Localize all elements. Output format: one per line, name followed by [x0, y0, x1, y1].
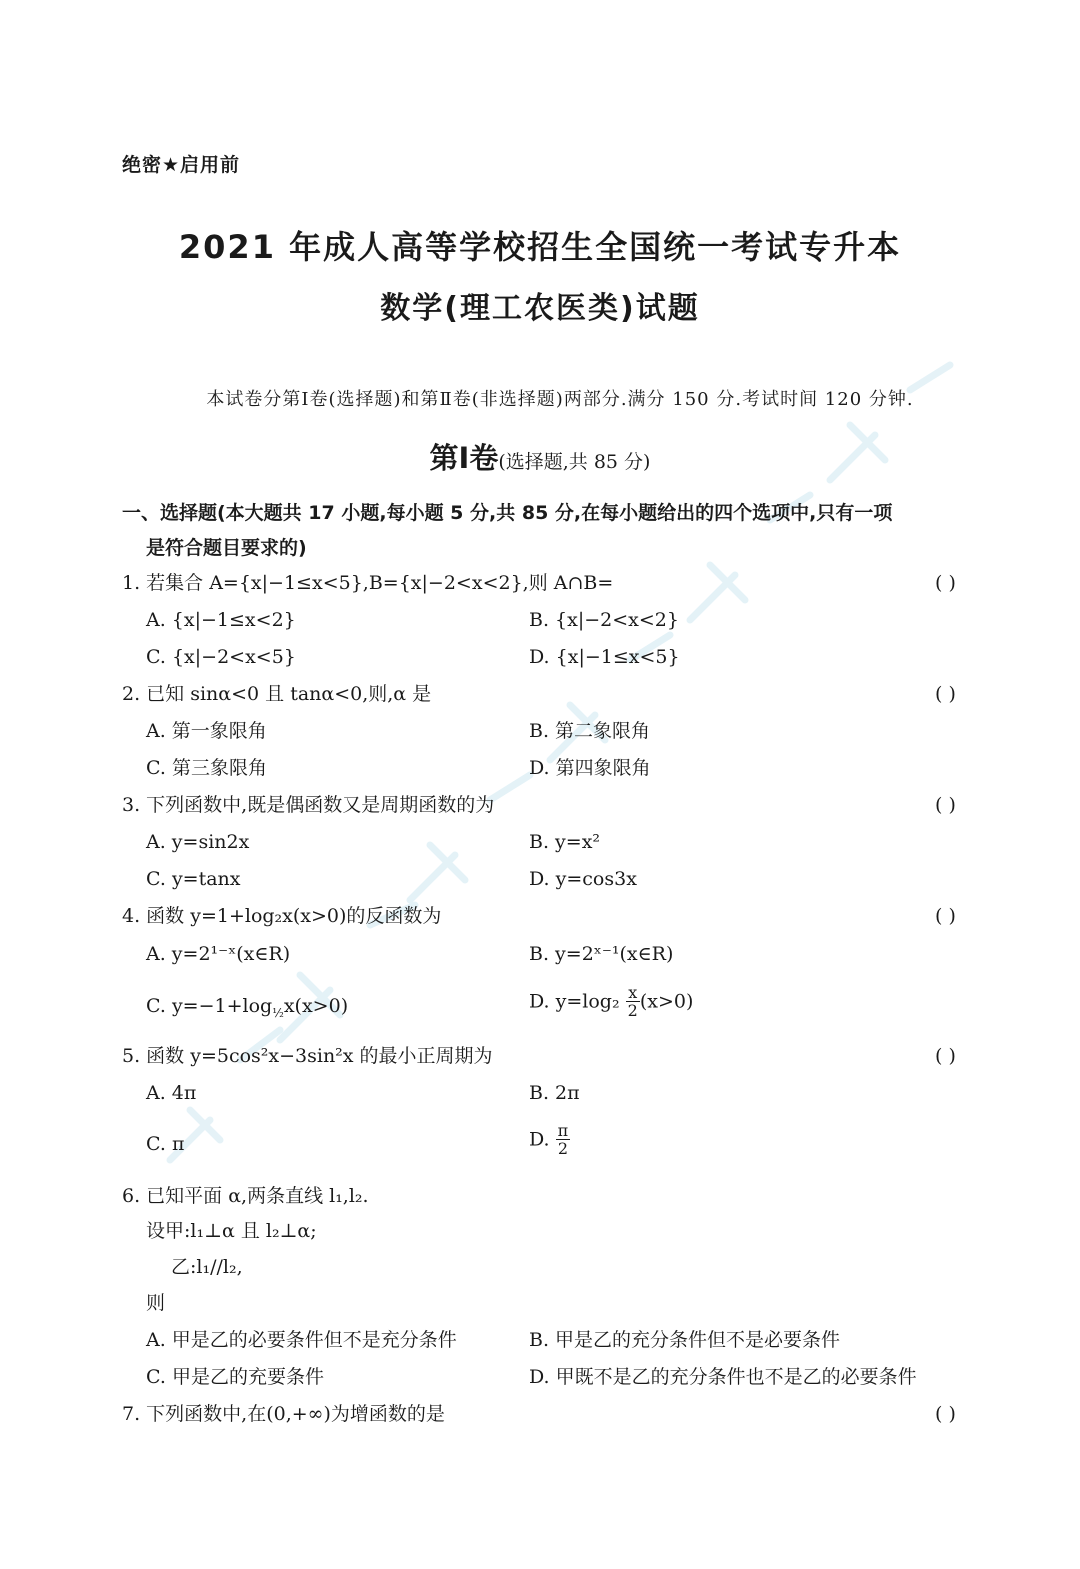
section1-heading [122, 496, 1002, 566]
question-5-stem: 5. 函数 y=5cos²x−3sin²x 的最小正周期为 [122, 1045, 493, 1067]
q6-then: 则 [146, 1292, 166, 1314]
exam-subject: 数学(理工农医类)试题 [380, 291, 700, 326]
q4-option-c-suffix: x(x>0) [283, 995, 349, 1017]
q4-option-b: B. y=2ˣ⁻¹(x∈R) [529, 943, 674, 965]
answer-blank-3[interactable]: ( ) [935, 794, 956, 816]
q4-option-d-prefix: D. y=log₂ [529, 990, 620, 1013]
fraction-numerator: π [557, 1121, 569, 1140]
question-3-stem: 3. 下列函数中,既是偶函数又是周期函数的为 [122, 794, 495, 816]
fraction-denominator: 2 [627, 1001, 638, 1020]
q5-option-d [529, 1122, 570, 1157]
fraction-denominator: 2 [557, 1139, 568, 1158]
q5-option-b: B. 2π [529, 1082, 580, 1104]
question-1-stem: 1. 若集合 A={x|−1≤x<5},B={x|−2<x<2},则 A∩B= [122, 572, 614, 594]
q6-option-c: C. 甲是乙的充要条件 [146, 1366, 324, 1388]
q4-option-d [529, 984, 693, 1019]
q6-condition-yi: 乙:l₁//l₂, [171, 1256, 243, 1278]
answer-blank-5[interactable]: ( ) [935, 1045, 956, 1067]
q3-option-d: D. y=cos3x [529, 868, 637, 890]
q6-option-d: D. 甲既不是乙的充分条件也不是乙的必要条件 [529, 1366, 917, 1388]
q3-option-b: B. y=x² [529, 831, 601, 853]
q3-option-a: A. y=sin2x [146, 831, 250, 853]
question-2-stem: 2. 已知 sinα<0 且 tanα<0,则,α 是 [122, 683, 432, 705]
q2-option-c: C. 第三象限角 [146, 757, 267, 779]
secret-mark: 绝密★启用前 [122, 154, 241, 176]
answer-blank-2[interactable]: ( ) [935, 683, 956, 705]
q1-option-a: A. {x|−1≤x<2} [146, 609, 296, 631]
q2-option-b: B. 第二象限角 [529, 720, 651, 742]
q5-option-d-fraction [556, 1122, 571, 1157]
question-7-stem: 7. 下列函数中,在(0,+∞)为增函数的是 [122, 1403, 445, 1425]
answer-blank-1[interactable]: ( ) [935, 572, 956, 594]
answer-blank-4[interactable]: ( ) [935, 905, 956, 927]
q5-option-a: A. 4π [146, 1082, 197, 1104]
question-4-stem: 4. 函数 y=1+log₂x(x>0)的反函数为 [122, 905, 442, 927]
section1-line2: 是符合题目要求的) [146, 537, 307, 559]
part1-heading [0, 436, 1080, 477]
question-6-stem: 6. 已知平面 α,两条直线 l₁,l₂. [122, 1185, 369, 1207]
q6-option-a: A. 甲是乙的必要条件但不是充分条件 [146, 1329, 457, 1351]
section1-line1: 一、选择题(本大题共 17 小题,每小题 5 分,共 85 分,在每小题给出的四个选项中,只有一项 [122, 502, 893, 524]
part1-title: 第Ⅰ卷 [429, 441, 499, 475]
q4-option-c-base: ½ [272, 1005, 284, 1020]
q4-option-d-suffix: (x>0) [639, 990, 694, 1013]
q1-option-b: B. {x|−2<x<2} [529, 609, 679, 631]
q5-option-d-prefix: D. [529, 1128, 550, 1151]
q5-option-c: C. π [146, 1133, 185, 1155]
exam-title: 2021 年成人高等学校招生全国统一考试专升本 [178, 228, 902, 266]
q4-option-c [146, 993, 348, 1026]
exam-instructions: 本试卷分第Ⅰ卷(选择题)和第Ⅱ卷(非选择题)两部分.满分 150 分.考试时间 120 分钟. [206, 389, 914, 410]
q4-option-c-prefix: C. y=−1+log [146, 995, 273, 1017]
q2-option-a: A. 第一象限角 [146, 720, 267, 742]
q4-option-d-fraction [626, 984, 640, 1019]
q4-option-a: A. y=2¹⁻ˣ(x∈R) [146, 943, 291, 965]
q6-condition-jia: 设甲:l₁⊥α 且 l₂⊥α; [146, 1220, 317, 1242]
answer-blank-7[interactable]: ( ) [935, 1403, 956, 1425]
q6-option-b: B. 甲是乙的充分条件但不是必要条件 [529, 1329, 841, 1351]
fraction-numerator: x [626, 984, 640, 1002]
part1-subtitle: (选择题,共 85 分) [498, 451, 651, 473]
q2-option-d: D. 第四象限角 [529, 757, 651, 779]
q1-option-c: C. {x|−2<x<5} [146, 646, 296, 668]
q3-option-c: C. y=tanx [146, 868, 241, 890]
q1-option-d: D. {x|−1≤x<5} [529, 646, 680, 668]
